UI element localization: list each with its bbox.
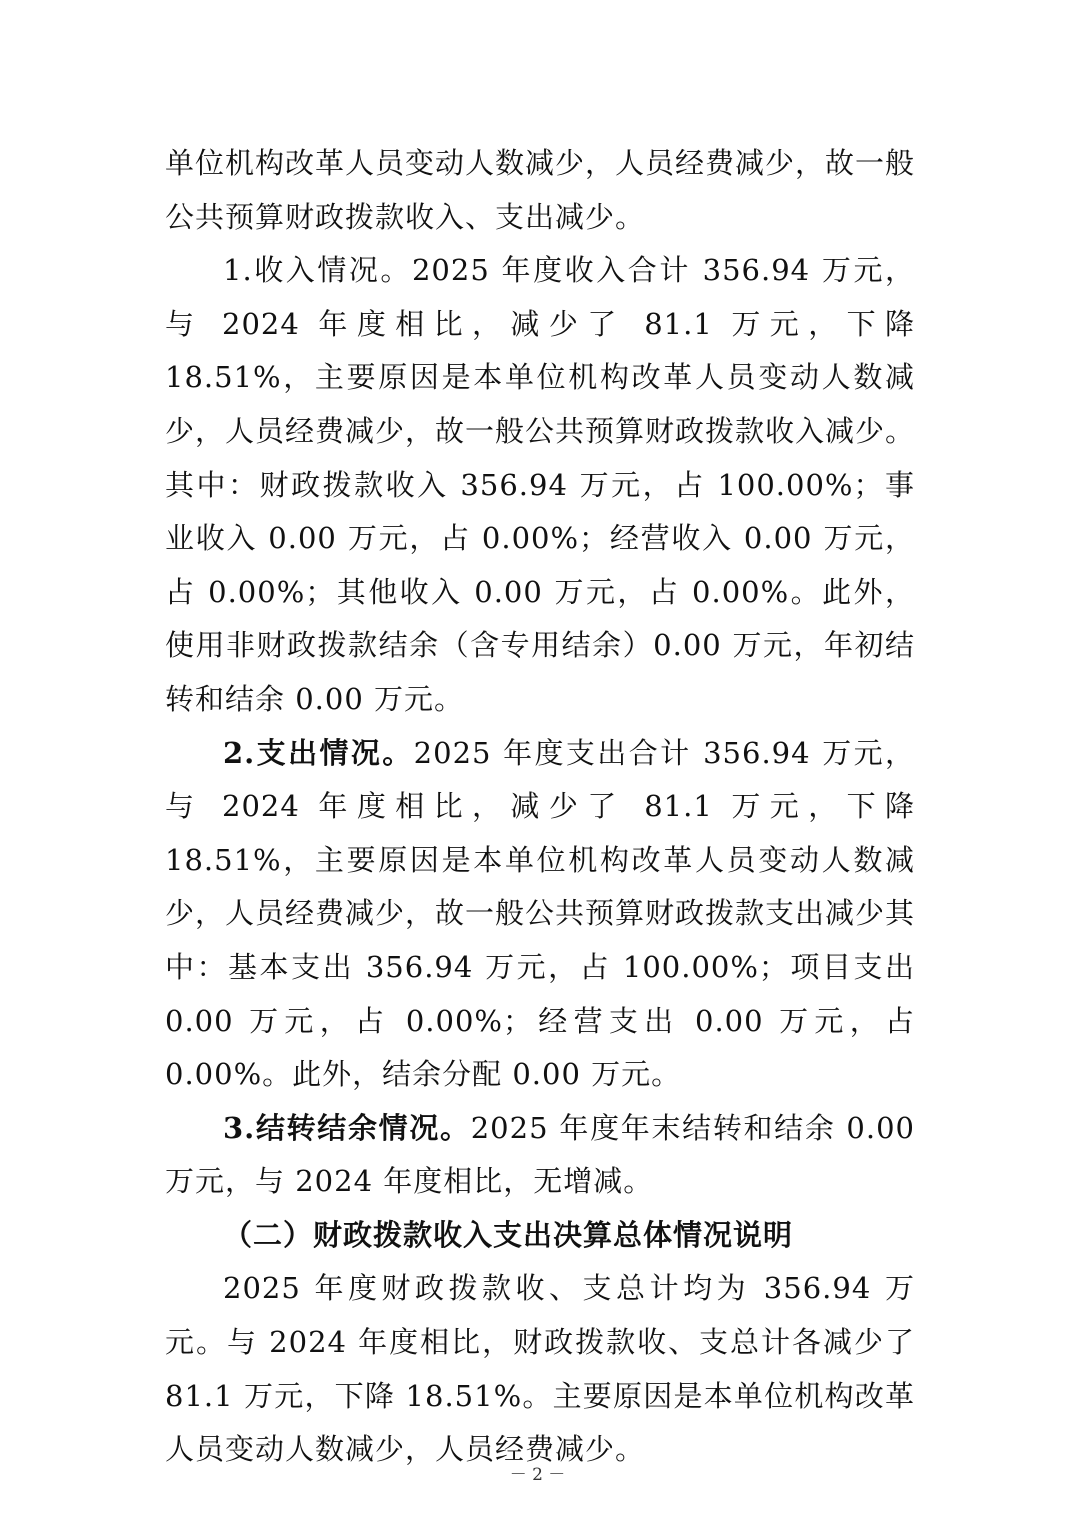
document-body <box>165 137 915 1477</box>
paragraph-carryover <box>165 1102 915 1209</box>
section-heading: （二）财政拨款收入支出决算总体情况说明 <box>223 1217 794 1252</box>
paragraph-lead: 2.支出情况。 <box>223 735 414 770</box>
paragraph-text: 2025 年度年末结转和结余 0.00 万元，与 2024 年度相比，无增减。 <box>165 1110 916 1199</box>
paragraph-text: 2025 年度支出合计 356.94 万元，与 2024 年度相比，减少了 81.1 万元，下降 18.51%，主要原因是本单位机构改革人员变动人数减少，人员经费减少，故一般公共预算财政拨款支出减少其中：基本支出 356.94 万元，占 100.00%；项目支出 0.00 万元，占 0.00%；经营支出 0.00 万元，占 0.00%。此外，结余分配 0.00 万元。 <box>165 735 916 1092</box>
paragraph-text: 2025 年度财政拨款收、支总计均为 356.94 万元。与 2024 年度相比，财政拨款收、支总计各减少了 81.1 万元，下降 18.51%。主要原因是本单位机构改革人员变动人数减少，人员经费减少。 <box>165 1271 915 1467</box>
paragraph-lead: 3.结转结余情况。 <box>223 1110 471 1145</box>
paragraph-fiscal-summary <box>165 1262 915 1476</box>
paragraph-expenditure <box>165 727 915 1102</box>
paragraph-income <box>165 244 915 726</box>
page-number: － 2 － <box>509 1465 566 1485</box>
paragraph-lead: 1.收入情况。 <box>223 253 412 288</box>
paragraph-continuation <box>165 137 915 244</box>
paragraph-text: 2025 年度收入合计 356.94 万元，与 2024 年度相比，减少了 81.1 万元，下降 18.51%，主要原因是本单位机构改革人员变动人数减少，人员经费减少，故一般公共预算财政拨款收入减少。其中：财政拨款收入 356.94 万元，占 100.00%；事业收入 0.00 万元，占 0.00%；经营收入 0.00 万元，占 0.00%；其他收入 0.00 万元，占 0.00%。此外，使用非财政拨款结余（含专用结余）0.00 万元，年初结转和结余 0.00 万元。 <box>165 253 916 716</box>
paragraph-text: 单位机构改革人员变动人数减少，人员经费减少，故一般公共预算财政拨款收入、支出减少。 <box>165 146 916 234</box>
